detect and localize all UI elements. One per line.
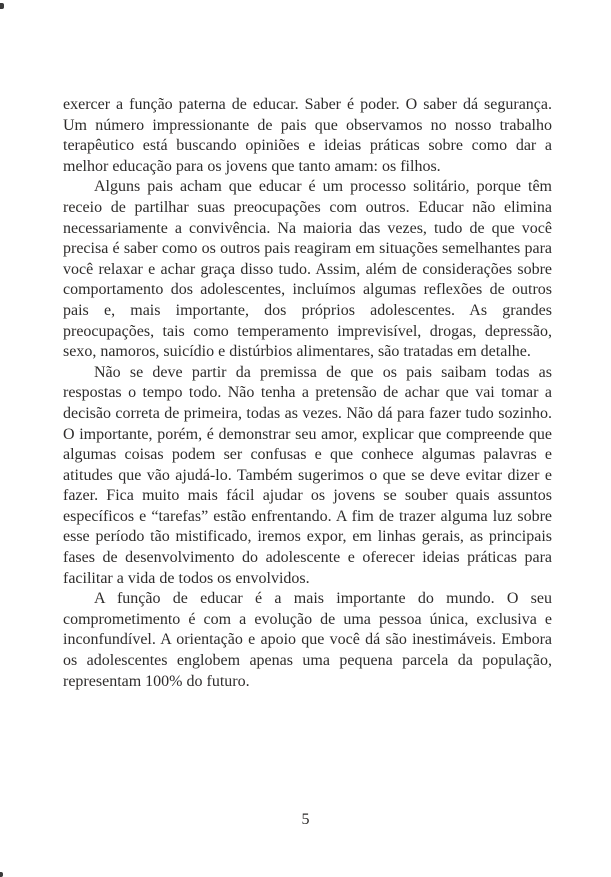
page-number: 5: [301, 811, 310, 828]
paragraph: exercer a função paterna de educar. Saber é poder. O saber dá segurança. Um número impressionante de pais que observamos no nosso trabalho terapêutico está buscando opiniões e ideias práticas sobre como dar a melhor educação para os jovens que tanto amam: os filhos.: [63, 96, 552, 175]
scan-artifact-top-left: [0, 3, 4, 9]
scan-artifact-bottom-left: [0, 872, 3, 877]
page-text: [63, 95, 552, 692]
paragraph: Alguns pais acham que educar é um processo solitário, porque têm receio de partilhar suas preocupações com outros. Educar não elimina necessariamente a convivência. Na maioria das vezes, tudo de que você precisa é saber como os outros pais reagiram em situações semelhantes para você relaxar e achar graça disso tudo. Assim, além de considerações sobre comportamento dos adolescentes, incluímos algumas reflexões de outros pais e, mais importante, dos próprios adolescentes. As grandes preocupações, tais como temperamento imprevisível, drogas, depressão, sexo, namoros, suicídio e distúrbios alimentares, são tratadas em detalhe.: [63, 178, 552, 361]
paragraph: Não se deve partir da premissa de que os pais saibam todas as respostas o tempo todo. Não tenha a pretensão de achar que vai tomar a decisão correta de primeira, todas as vezes. Não dá para fazer tudo sozinho. O importante, porém, é demonstrar seu amor, explicar que compreende que algumas coisas podem ser confusas e que conhece algumas palavras e atitudes que vão ajudá-lo. Também sugerimos o que se deve evitar dizer e fazer. Fica muito mais fácil ajudar os jovens se souber quais assuntos específicos e “tarefas” estão enfrentando. A fim de trazer alguma luz sobre esse período tão mistificado, iremos expor, em linhas gerais, as principais fases de desenvolvimento do adolescente e oferecer ideias práticas para facilitar a vida de todos os envolvidos.: [63, 363, 552, 587]
paragraph: A função de educar é a mais importante do mundo. O seu comprometimento é com a evolução de uma pessoa única, exclusiva e inconfundível. A orientação e apoio que você dá são inestimáveis. Embora os adolescentes englobem apenas uma pequena parcela da população, representam 100% do futuro.: [63, 590, 552, 690]
